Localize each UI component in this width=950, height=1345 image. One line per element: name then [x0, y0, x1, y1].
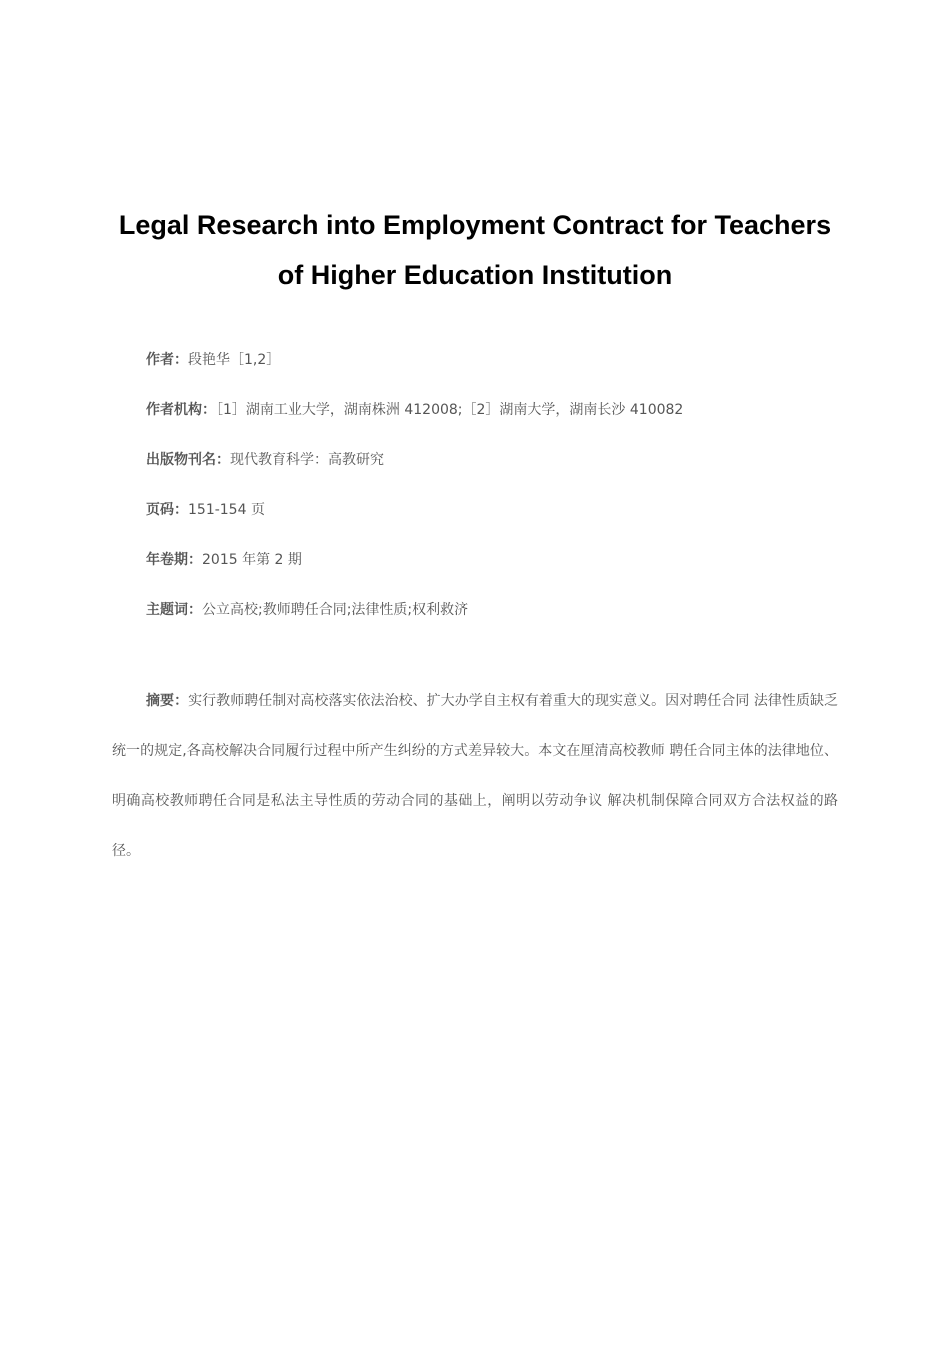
meta-label: 页码： — [146, 502, 188, 518]
meta-value: ［1］湖南工业大学，湖南株洲 412008;［2］湖南大学，湖南长沙 410082 — [216, 402, 684, 418]
paper-title-line-2: of Higher Education Institution — [277, 260, 673, 290]
meta-row-keywords — [146, 596, 866, 646]
meta-row-issue — [146, 546, 866, 596]
paper-title — [95, 200, 855, 300]
meta-row-affiliation — [146, 396, 866, 446]
meta-label: 主题词： — [146, 602, 202, 618]
meta-label: 年卷期： — [146, 552, 202, 568]
metadata-block — [146, 346, 866, 646]
meta-value: 现代教育科学：高教研究 — [230, 452, 384, 468]
meta-value: 公立高校;教师聘任合同;法律性质;权利救济 — [202, 602, 469, 618]
abstract-label: 摘要： — [146, 693, 189, 709]
paper-title-line-1: Legal Research into Employment Contract for Teachers — [118, 210, 832, 240]
meta-row-journal — [146, 446, 866, 496]
abstract-paragraph — [112, 676, 838, 876]
meta-value: 段艳华［1,2］ — [188, 352, 281, 368]
meta-row-author — [146, 346, 866, 396]
meta-row-pages — [146, 496, 866, 546]
meta-value: 151-154 页 — [188, 502, 265, 518]
meta-label: 作者机构： — [146, 402, 216, 418]
abstract-text: 实行教师聘任制对高校落实依法治校、扩大办学自主权有着重大的现实意义。因对聘任合同 法律性质缺乏统一的规定,各高校解决合同履行过程中所产生纠纷的方式差异较大。本文在厘清高校教师 聘任合同主体的法律地位、明确高校教师聘任合同是私法主导性质的劳动合同的基础上，阐明以劳动争议 解决机制保障合同双方合法权益的路径。 — [112, 693, 839, 859]
meta-value: 2015 年第 2 期 — [202, 552, 302, 568]
meta-label: 作者： — [146, 352, 188, 368]
meta-label: 出版物刊名： — [146, 452, 230, 468]
